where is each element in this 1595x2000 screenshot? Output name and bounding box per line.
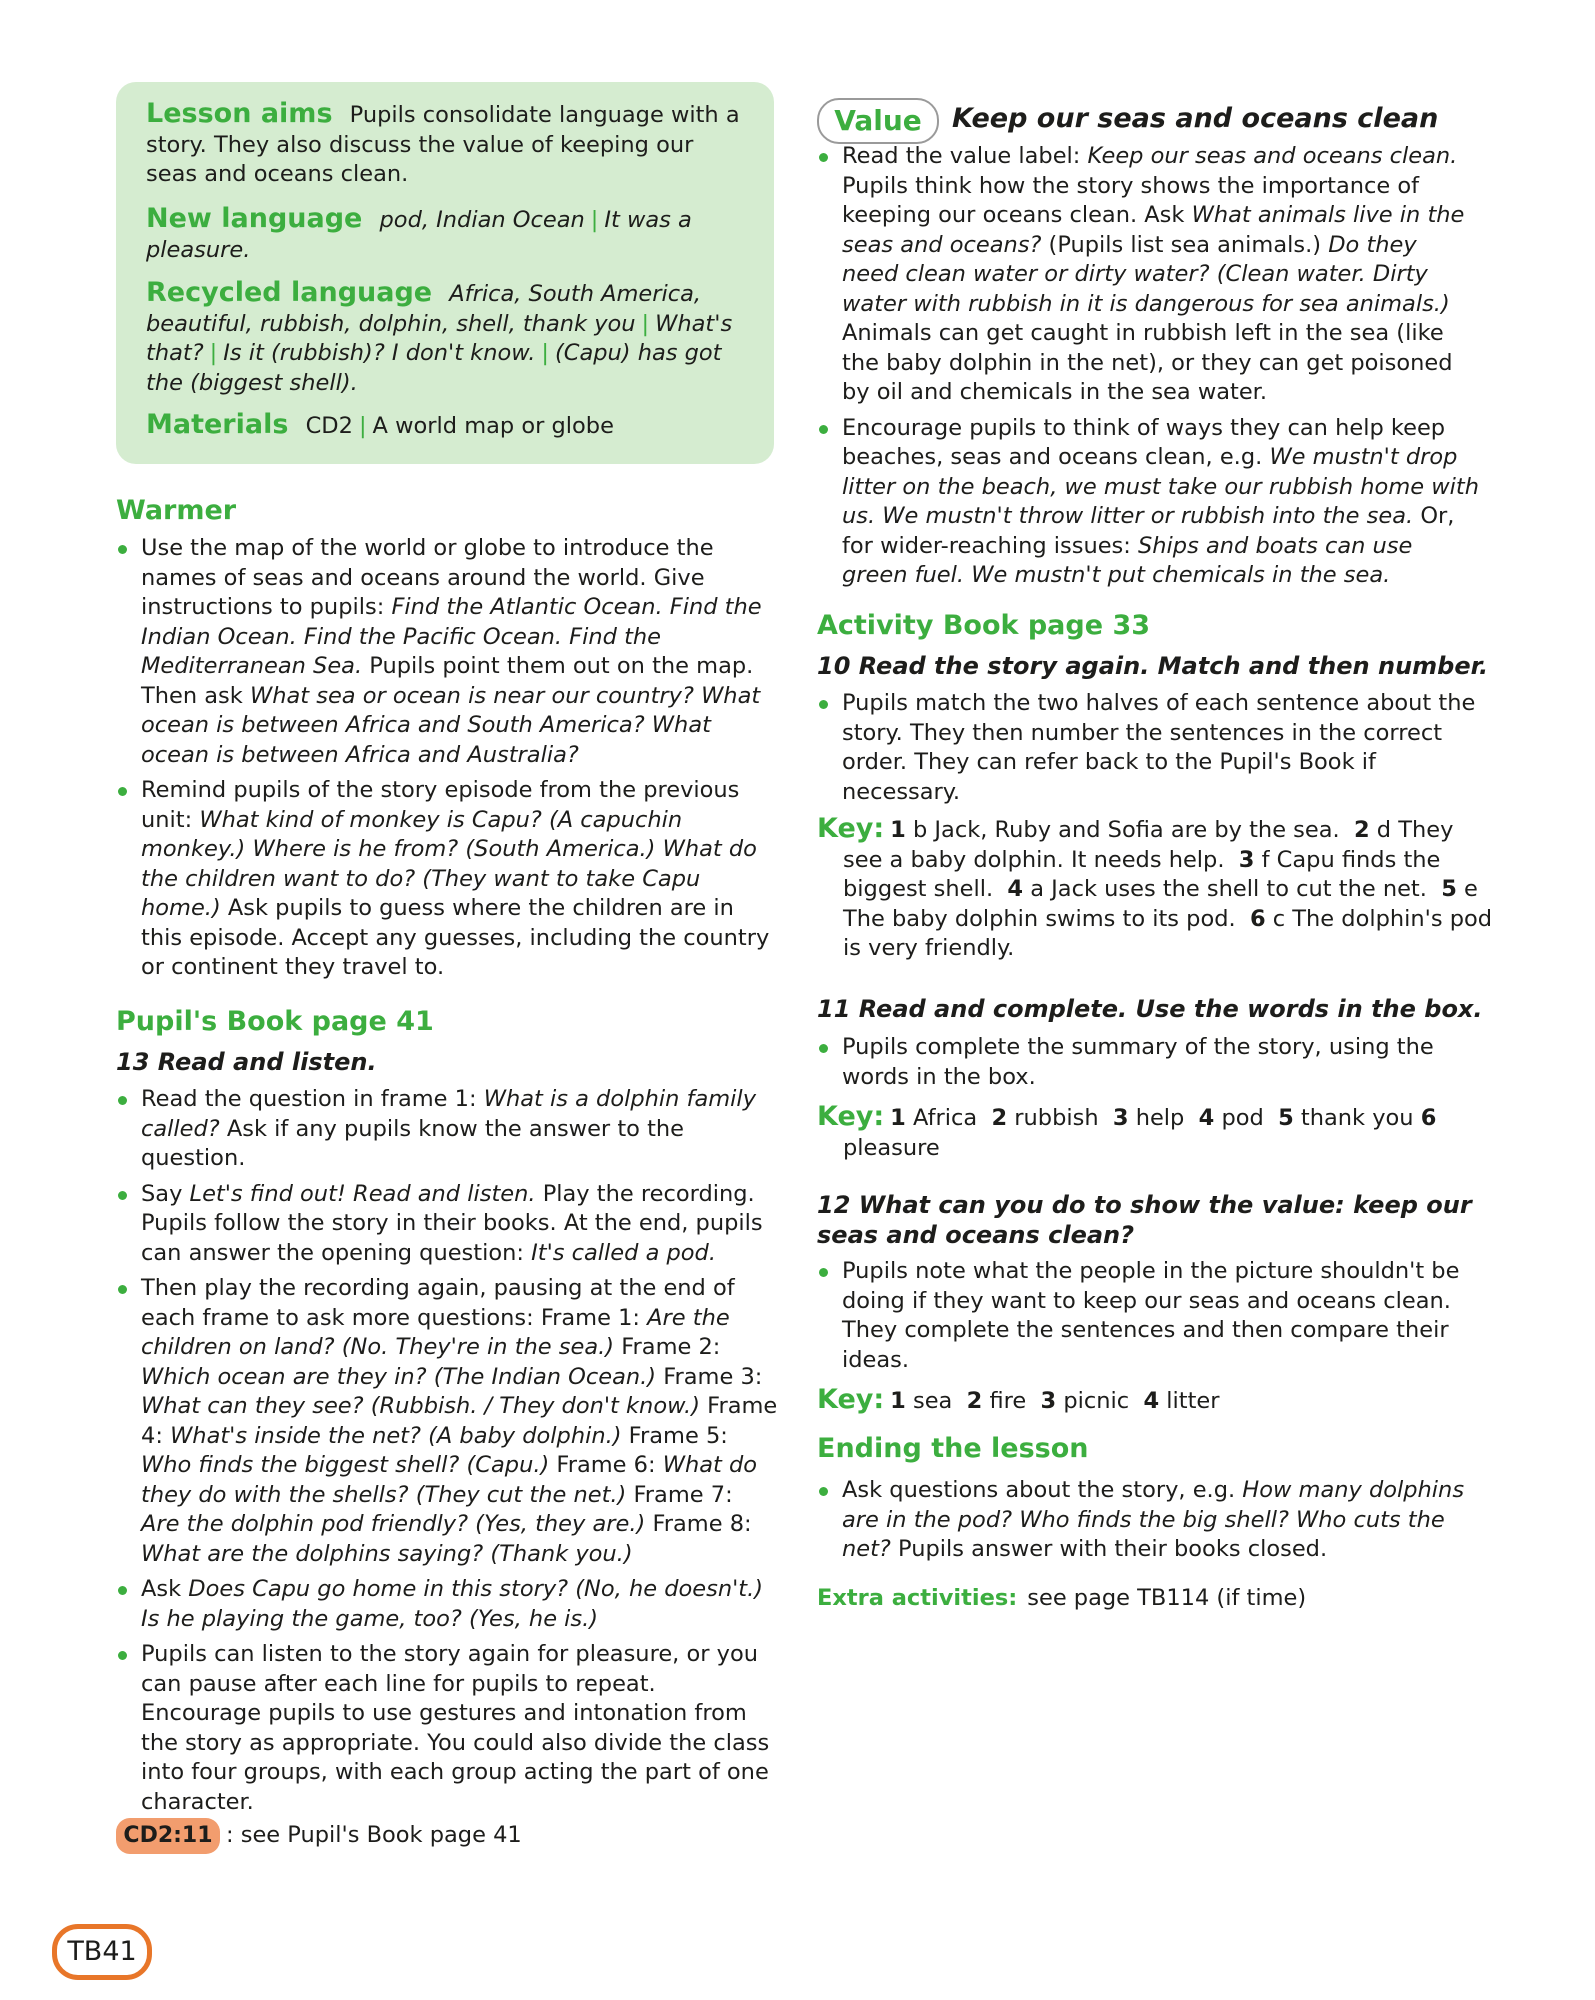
exercise-11-title: 11 Read and complete. Use the words in the box. [817, 995, 1483, 1023]
list-item: Say Let's find out! Read and listen. Play the recording. Pupils follow the story in their books. At the end, pupils can answer the opening question: It's called a pod. [116, 1180, 778, 1269]
lesson-aims-box [116, 82, 774, 464]
new-language: New language pod, Indian Ocean | It was a pleasure. [146, 203, 692, 263]
warmer-list [116, 534, 778, 989]
list-item: Remind pupils of the story episode from the previous unit: What kind of monkey is Capu? (A capuchin monkey.) Where is he from? (South America.) What do the children want to do? (They want to take Capu home.) Ask pupils to guess where the children are in this episode. Accept any guesses, including the country or continent they travel to. [116, 776, 778, 983]
warmer-heading: Warmer [116, 495, 237, 526]
value-label: Value [817, 98, 939, 144]
list-item: Read the value label: Keep our seas and oceans clean. Pupils think how the story shows the importance of keeping our oceans clean. Ask What animals live in the seas and oceans? (Pupils list sea animals.) Do they need clean water or dirty water? (Clean water. Dirty water with rubbish in it is dangerous for sea animals.) Animals can get caught in rubbish left in the sea (like the baby dolphin in the net), or they can get poisoned by oil and chemicals in the sea water. [817, 142, 1479, 408]
list-item: Use the map of the world or globe to introduce the names of seas and oceans around the world. Give instructions to pupils: Find the Atlantic Ocean. Find the Indian Ocean. Find the Pacific Ocean. Find the Mediterranean Sea. Pupils point them out on the map. Then ask What sea or ocean is near our country? What ocean is between Africa and South America? What ocean is between Africa and Australia? [116, 534, 778, 770]
list-item: Ask Does Capu go home in this story? (No, he doesn't.) Is he playing the game, too? (Yes, he is.) [116, 1575, 778, 1634]
lesson-aims: Lesson aims Pupils consolidate language with a story. They also discuss the value of keeping our seas and oceans clean. [146, 98, 740, 187]
pupils-book-heading: Pupil's Book page 41 [116, 1006, 434, 1037]
list-item: Pupils match the two halves of each sentence about the story. They then number the sentences in the correct order. They can refer back to the Pupil's Book if necessary. [817, 689, 1479, 807]
exercise-11-key: Key: 1 Africa 2 rubbish 3 help 4 pod 5 thank you 6 pleasure [817, 1101, 1437, 1161]
page-number-badge: TB41 [52, 1924, 152, 1980]
value-title: Keep our seas and oceans clean [952, 103, 1439, 134]
ending-list [817, 1476, 1479, 1571]
list-item: Pupils note what the people in the picture shouldn't be doing if they want to keep our seas and oceans clean. They complete the sentences and then compare their ideas. [817, 1257, 1479, 1375]
exercise-12-title: 12 What can you do to show the value: keep our seas and oceans clean? [817, 1191, 1472, 1249]
list-item: Read the question in frame 1: What is a dolphin family called? Ask if any pupils know the answer to the question. [116, 1085, 778, 1174]
list-item: Encourage pupils to think of ways they can help keep beaches, seas and oceans clean, e.g. We mustn't drop litter on the beach, we must take our rubbish home with us. We mustn't throw litter or rubbish into the sea. Or, for wider-reaching issues: Ships and boats can use green fuel. We mustn't put chemicals in the sea. [817, 414, 1479, 591]
exercise-12-key: Key: 1 sea 2 fire 3 picnic 4 litter [817, 1384, 1220, 1415]
pupils-book-list [116, 1085, 778, 1823]
list-item: Pupils can listen to the story again for pleasure, or you can pause after each line for pupils to repeat. Encourage pupils to use gestures and intonation from the story as appropriate. You could also divide the class into four groups, with each group acting the part of one character. [116, 1640, 778, 1817]
exercise-12-list [817, 1257, 1479, 1381]
list-item: Then play the recording again, pausing at the end of each frame to ask more questions: Frame 1: Are the children on land? (No. They're in the sea.) Frame 2: Which ocean are they in? (The Indian Ocean.) Frame 3: What can they see? (Rubbish. / They don't know.) Frame 4: What's inside the net? (A baby dolphin.) Frame 5: Who finds the biggest shell? (Capu.) Frame 6: What do they do with the shells? (They cut the net.) Frame 7: Are the dolphin pod friendly? (Yes, they are.) Frame 8: What are the dolphins saying? (Thank you.) [116, 1274, 778, 1569]
list-item: Pupils complete the summary of the story, using the words in the box. [817, 1033, 1479, 1092]
extra-activities: Extra activities: see page TB114 (if time) [817, 1585, 1307, 1611]
cd-track-text: : see Pupil's Book page 41 [226, 1822, 522, 1848]
exercise-10-key: Key: 1 b Jack, Ruby and Sofia are by the sea. 2 d They see a baby dolphin. It needs help. 3 f Capu finds the biggest shell. 4 a Jack uses the shell to cut the net. 5 e The baby dolphin swims to its pod. 6 c The dolphin's pod is very friendly. [817, 813, 1493, 961]
exercise-10-list [817, 689, 1479, 813]
exercise-13-title: 13 Read and listen. [116, 1048, 377, 1076]
ending-heading: Ending the lesson [817, 1433, 1089, 1464]
exercise-10-title: 10 Read the story again. Match and then number. [817, 652, 1489, 680]
exercise-11-list [817, 1033, 1479, 1098]
list-item: Ask questions about the story, e.g. How many dolphins are in the pod? Who finds the big shell? Who cuts the net? Pupils answer with their books closed. [817, 1476, 1479, 1565]
value-list [817, 142, 1479, 597]
activity-book-heading: Activity Book page 33 [817, 610, 1151, 641]
recycled-language: Recycled language Africa, South America, beautiful, rubbish, dolphin, shell, thank you | What's that? | Is it (rubbish)? I don't know. | (Capu) has got the (biggest shell). [146, 277, 733, 396]
materials: Materials CD2 | A world map or globe [146, 409, 614, 440]
cd-track-badge: CD2:11 [116, 1818, 220, 1854]
